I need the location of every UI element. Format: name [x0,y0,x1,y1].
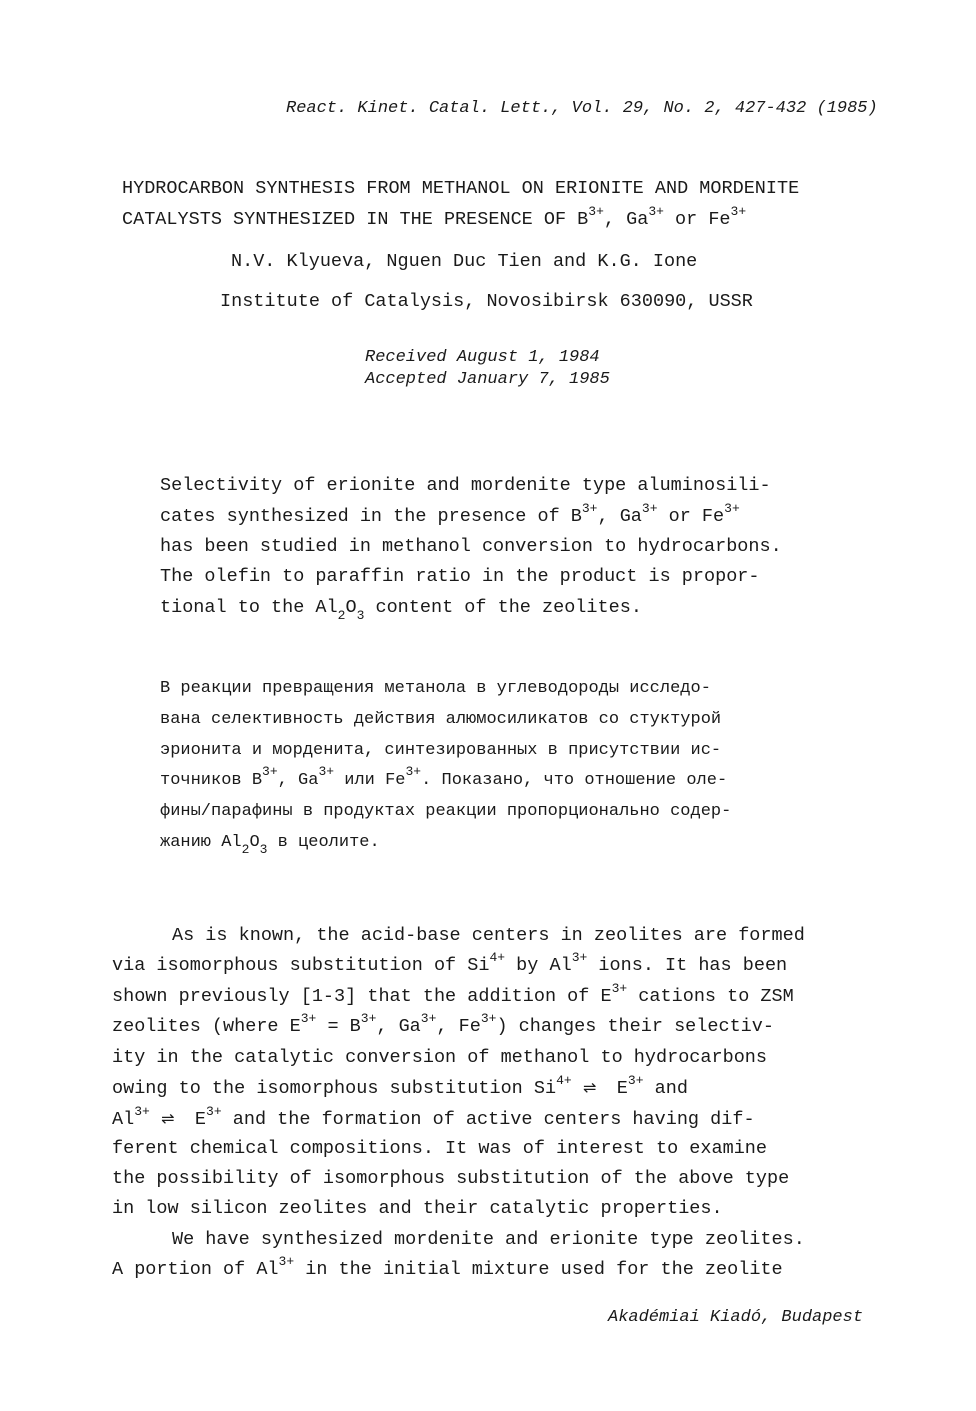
authors: N.V. Klyueva, Nguen Duc Tien and K.G. Ione [231,251,698,272]
publisher-footer: Akadémiai Kiadó, Budapest [608,1308,864,1327]
equilibrium-arrow-icon: ⇌ [582,1078,595,1097]
abstract-ru-line: точников $B^{3+}$, $Ga^{3+}$ или $Fe^{3+}$. Показано, что отношение оле- [160,764,728,790]
abstract-ru-line: эрионита и морденита, синтезированных в присутствии ис- [160,741,722,760]
body-line: $Al^{3+}$ ⇌ $E^{3+}$ and the formation of active centers having dif- [112,1104,755,1130]
title-line-1: HYDROCARBON SYNTHESIS FROM METHANOL ON ERIONITE AND MORDENITE [122,178,800,199]
abstract-ru-line: жанию $Al_2O_3$ в цеолите. [160,833,380,857]
abstract-ru-line: В реакции превращения метанола в углеводороды исследо- [160,679,711,698]
abstract-en-line: The olefin to paraffin ratio in the product is propor- [160,566,760,587]
affiliation: Institute of Catalysis, Novosibirsk 630090, USSR [220,291,753,312]
body-line: in low silicon zeolites and their catalytic properties. [112,1198,723,1219]
abstract-en-line: cates synthesized in the presence of $B^{3+}$, $Ga^{3+}$ or $Fe^{3+}$ [160,501,740,527]
body-line: ferent chemical compositions. It was of interest to examine [112,1138,768,1159]
equilibrium-arrow-icon: ⇌ [161,1109,173,1128]
abstract-en-line: has been studied in methanol conversion to hydrocarbons. [160,536,782,557]
body-line: via isomorphous substitution of $Si^{4+}$ by $Al^{3+}$ ions. It has been [112,950,788,976]
body-line: We have synthesized mordenite and erionite type zeolites. [172,1229,805,1250]
accepted-date: Accepted January 7, 1985 [365,370,610,389]
abstract-ru-line: вана селективность действия алюмосиликатов со стуктурой [160,710,722,729]
body-line: owing to the isomorphous substitution $Si^{4+}$ ⇌ $E^{3+}$ and [112,1073,688,1099]
body-line: ity in the catalytic conversion of methanol to hydrocarbons [112,1047,768,1068]
abstract-en-line: tional to the $Al_2O_3$ content of the zeolites. [160,597,642,623]
title-line-2: CATALYSTS SYNTHESIZED IN THE PRESENCE OF $B^{3+}$, $Ga^{3+}$ or $Fe^{3+}$ [122,204,747,230]
body-line: As is known, the acid-base centers in zeolites are formed [172,925,805,946]
journal-citation: React. Kinet. Catal. Lett., Vol. 29, No. 2, 427-432 (1985) [286,99,878,118]
body-line: the possibility of isomorphous substitution of the above type [112,1168,790,1189]
received-date: Received August 1, 1984 [365,348,600,367]
body-line: shown previously [1-3] that the addition of $E^{3+}$ cations to ZSM [112,981,794,1007]
body-line: A portion of $Al^{3+}$ in the initial mixture used for the zeolite [112,1254,783,1280]
body-line: zeolites (where $E^{3+} = B^{3+}$, $Ga^{3+}$, $Fe^{3+}$) changes their selectiv- [112,1011,774,1037]
abstract-ru-line: фины/парафины в продуктах реакции пропорционально содер- [160,802,732,821]
abstract-en-line: Selectivity of erionite and mordenite type aluminosili- [160,475,771,496]
